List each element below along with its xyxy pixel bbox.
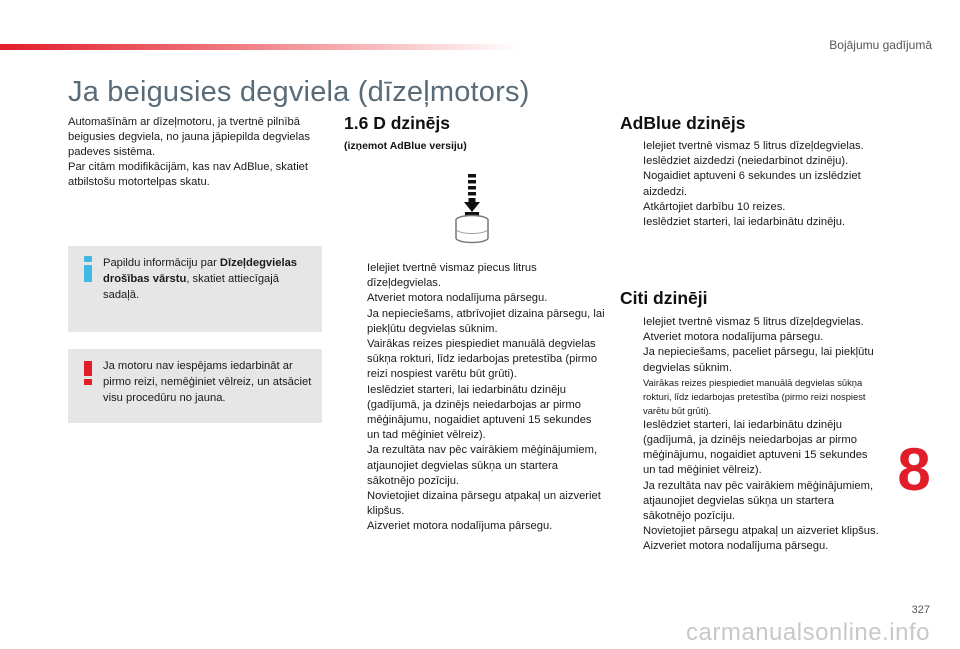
list-item <box>620 418 882 479</box>
step-text: Aizveriet motora nodalījuma pārsegu. <box>367 520 553 533</box>
step-text: Aizveriet motora nodalījuma pārsegu. <box>643 540 829 553</box>
step-text: Atveriet motora nodalījuma pārsegu. <box>643 331 824 344</box>
page-title: Ja beigusies degviela (dīzeļmotors) <box>68 76 530 108</box>
step-text: Ja nepieciešams, paceliet pārsegu, lai piekļūtu degvielas sūknim. <box>643 346 874 374</box>
step-text: Ja nepieciešams, atbrīvojiet dizaina pārsegu, lai piekļūtu degvielas sūknim. <box>367 307 605 335</box>
step-text: Atveriet motora nodalījuma pārsegu. <box>367 292 548 305</box>
step-text: Ielejiet tvertnē vismaz 5 litrus dīzeļdegvielas. <box>643 140 864 152</box>
step-text: Ieslēdziet starteri, lai iedarbinātu dzinēju. <box>643 216 846 229</box>
list-item <box>344 383 606 444</box>
steps-16d <box>344 261 606 535</box>
step-text: Ieslēdziet starteri, lai iedarbinātu dzinēju (gadījumā, ja dzinējs neiedarbojas ar pirmo mēģinājumu, nogaidiet aptuveni 15 sekundes un tad mēģiniet vēlreiz). <box>643 418 868 477</box>
list-item <box>620 200 882 215</box>
page-number: 327 <box>911 604 930 616</box>
step-text: Ielejiet tvertnē vismaz piecus litrus dīzeļdegvielas. <box>367 262 537 290</box>
step-text: Ieslēdziet aizdedzi (neiedarbinot dzinēju). <box>643 155 849 168</box>
fuel-pump-bulb-icon <box>452 172 492 246</box>
list-item <box>620 315 882 330</box>
step-text: Vairākas reizes piespiediet manuālā degvielas sūkņa rokturi, līdz iedarbojas pretestība (pirmo reizi nospiest varētu būt grūti). <box>643 376 866 416</box>
header-accent-bar <box>0 44 520 50</box>
step-text: Ielejiet tvertnē vismaz 5 litrus dīzeļdegvielas. <box>643 316 864 328</box>
step-text: Atkārtojiet darbību 10 reizes. <box>643 200 786 213</box>
step-text: Ieslēdziet starteri, lai iedarbinātu dzinēju (gadījumā, ja dzinējs neiedarbojas ar pirmo mēģinājumu, nogaidiet aptuveni 15 sekundes un tad mēģiniet vēlreiz). <box>367 383 592 442</box>
warning-icon <box>80 361 96 385</box>
list-item <box>344 443 606 489</box>
warning-text: Ja motoru nav iespējams iedarbināt ar pirmo reizi, nemēģiniet vēlreiz, un atsāciet visu procedūru no jauna. <box>103 360 312 404</box>
info-text <box>103 255 315 303</box>
heading-adblue: AdBlue dzinējs <box>620 113 746 133</box>
steps-adblue <box>620 139 882 230</box>
step-text: Novietojiet pārsegu atpakaļ un aizveriet klipšus. <box>643 525 879 538</box>
list-item <box>344 261 606 291</box>
intro-paragraph: Automašīnām ar dīzeļmotoru, ja tvertnē pilnībā beigusies degviela, no jauna jāpiepilda degvielas padeves sistēma. <box>68 116 310 158</box>
step-text: Novietojiet dizaina pārsegu atpakaļ un aizveriet klipšus. <box>367 490 601 518</box>
list-item <box>344 489 606 519</box>
list-item <box>620 345 882 375</box>
step-text: Ja rezultāta nav pēc vairākiem mēģinājumiem, atjaunojiet degvielas sūkņa un startera sākotnējo pozīciju. <box>643 479 874 523</box>
list-item <box>344 291 606 306</box>
list-item <box>620 139 882 154</box>
heading-16d: 1.6 D dzinējs <box>344 113 451 133</box>
list-item <box>620 479 882 525</box>
list-item <box>620 539 882 554</box>
section-header: Bojājumu gadījumā <box>829 38 932 52</box>
warning-box <box>68 349 322 423</box>
intro-paragraph: Par citām modifikācijām, kas nav AdBlue, skatiet atbilstošu motortelpas skatu. <box>68 161 309 188</box>
list-item <box>344 307 606 337</box>
chapter-number: 8 <box>897 436 931 503</box>
list-item <box>620 330 882 345</box>
step-text: Vairākas reizes piespiediet manuālā degvielas sūkņa rokturi, līdz iedarbojas pretestība (pirmo reizi nospiest varētu būt grūti). <box>367 338 598 381</box>
intro-text <box>68 115 328 190</box>
list-item <box>620 169 882 199</box>
steps-other-engines <box>620 315 882 555</box>
info-text-start: Papildu informāciju par <box>103 257 220 269</box>
subtitle-16d: (izņemot AdBlue versiju) <box>344 140 467 152</box>
info-box <box>68 246 322 332</box>
list-item <box>344 337 606 383</box>
list-item <box>344 519 606 534</box>
info-text-end: , skatiet attiecīgajā sadaļā. <box>103 273 279 301</box>
list-item <box>620 524 882 539</box>
step-text: Nogaidiet aptuveni 6 sekundes un izslēdziet aizdedzi. <box>643 170 861 198</box>
list-item <box>620 215 882 230</box>
step-text: Ja rezultāta nav pēc vairākiem mēģinājumiem, atjaunojiet degvielas sūkņa un startera sākotnējo pozīciju. <box>367 444 598 487</box>
heading-other-engines: Citi dzinēji <box>620 288 708 308</box>
watermark: carmanualsonline.info <box>686 619 930 646</box>
list-item <box>620 154 882 169</box>
list-item <box>620 376 882 418</box>
info-text-bold: Dīzeļdegvielas drošības vārstu <box>103 257 298 285</box>
info-icon <box>80 256 96 282</box>
